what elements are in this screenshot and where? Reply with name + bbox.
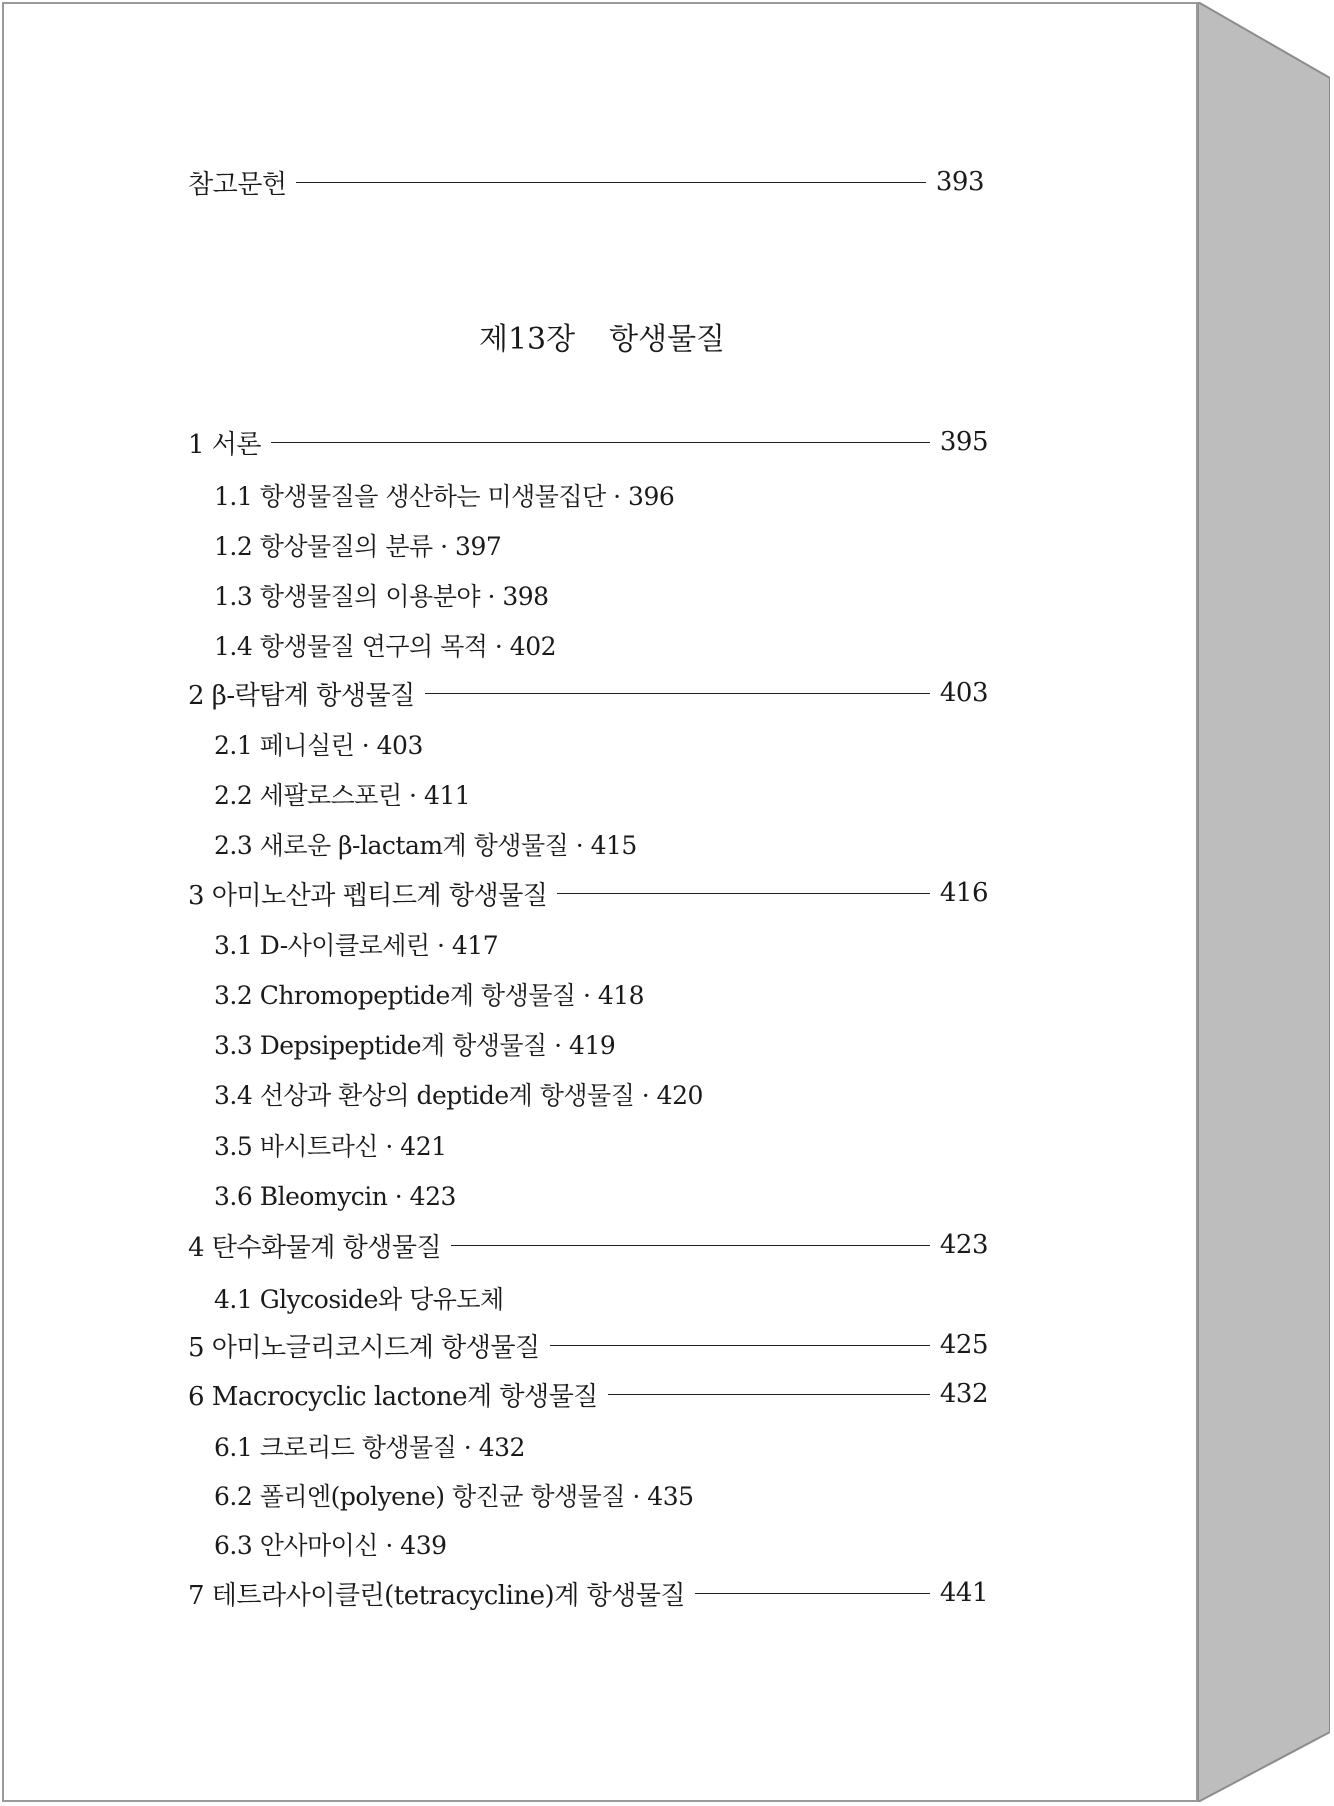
toc-subsection[interactable] (214, 1426, 525, 1466)
toc-page-number: 393 (935, 167, 984, 197)
toc-page-number: 395 (939, 427, 988, 457)
toc-subsection[interactable] (214, 475, 674, 515)
toc-section[interactable] (188, 1225, 988, 1265)
toc-entry-label: 2.1 페니실린 · 403 (214, 731, 423, 760)
toc-subsection[interactable] (214, 525, 501, 565)
toc-entry-label: 3.3 Depsipeptide계 항생물질 · 419 (214, 1031, 616, 1060)
toc-entry-label: 6.1 크로리드 항생물질 · 432 (214, 1433, 525, 1462)
toc-section[interactable] (188, 422, 988, 462)
toc-subsection[interactable] (214, 1176, 456, 1216)
toc-subsection[interactable] (214, 1475, 694, 1515)
chapter-number: 제13장 (478, 322, 576, 357)
toc-entry-label: 5 아미노글리코시드계 항생물질 (188, 1332, 540, 1363)
toc-subsection[interactable] (214, 924, 498, 964)
book-spine-edge (1198, 2, 1330, 1802)
leader-rule (271, 442, 930, 443)
toc-entry-label: 6.3 안사마이신 · 439 (214, 1531, 447, 1560)
toc-section[interactable] (188, 1573, 988, 1613)
toc-entry-label: 3.4 선상과 환상의 deptide계 항생물질 · 420 (214, 1081, 703, 1110)
toc-entry-label: 참고문헌 (188, 169, 287, 200)
toc-entry-label: 1.4 항생물질 연구의 목적 · 402 (214, 632, 557, 661)
toc-subsection[interactable] (214, 575, 549, 615)
toc-subsection[interactable] (214, 1278, 504, 1318)
toc-page-number: 423 (939, 1230, 988, 1260)
leader-rule (451, 1245, 930, 1246)
toc-page-number: 425 (939, 1330, 988, 1360)
toc-entry-label: 1.3 항생물질의 이용분야 · 398 (214, 582, 549, 611)
toc-section[interactable] (188, 1374, 988, 1414)
toc-page-number: 403 (939, 678, 988, 708)
toc-subsection[interactable] (214, 774, 470, 814)
toc-entry-label: 6.2 폴리엔(polyene) 항진균 항생물질 · 435 (214, 1482, 694, 1511)
toc-entry-label: 7 테트라사이클린(tetracycline)계 항생물질 (188, 1580, 686, 1611)
toc-subsection[interactable] (214, 1024, 615, 1064)
leader-rule (550, 1345, 930, 1346)
chapter-name: 항생물질 (609, 322, 726, 357)
toc-page-number: 416 (939, 878, 988, 908)
toc-subsection[interactable] (214, 625, 556, 665)
toc-subsection[interactable] (214, 724, 423, 764)
toc-entry-label: 2 β-락탐계 항생물질 (188, 680, 415, 711)
leader-rule (557, 893, 930, 894)
toc-subsection[interactable] (214, 1074, 703, 1114)
toc-entry-label: 6 Macrocyclic lactone계 항생물질 (188, 1381, 598, 1412)
toc-page-number: 432 (939, 1379, 988, 1409)
toc-subsection[interactable] (214, 974, 644, 1014)
book-edge-shape (1198, 2, 1330, 1802)
toc-subsection[interactable] (214, 1125, 447, 1165)
toc-entry-label: 1.2 항상물질의 분류 · 397 (214, 532, 502, 561)
book-page (2, 2, 1198, 1802)
leader-rule (695, 1593, 930, 1594)
leader-rule (425, 693, 930, 694)
toc-entry-label: 3.1 D-사이클로세린 · 417 (214, 931, 499, 960)
toc-entry-label: 1 서론 (188, 429, 262, 460)
toc-page-number: 441 (939, 1578, 988, 1608)
toc-subsection[interactable] (214, 1524, 447, 1564)
toc-entry-label: 3.6 Bleomycin · 423 (214, 1181, 456, 1211)
toc-subsection[interactable] (214, 824, 637, 864)
toc-entry-label: 2.3 새로운 β-lactam계 항생물질 · 415 (214, 831, 637, 860)
toc-section[interactable] (188, 673, 988, 713)
chapter-title (4, 314, 1200, 358)
toc-entry-references[interactable] (188, 162, 984, 202)
toc-section[interactable] (188, 1325, 988, 1365)
toc-entry-label: 2.2 세팔로스포린 · 411 (214, 781, 471, 810)
leader-rule (608, 1394, 930, 1395)
leader-rule (296, 182, 925, 183)
toc-entry-label: 3.2 Chromopeptide계 항생물질 · 418 (214, 981, 645, 1010)
toc-entry-label: 3 아미노산과 펩티드계 항생물질 (188, 880, 548, 911)
toc-entry-label: 4.1 Glycoside와 당유도체 (214, 1285, 504, 1314)
toc-entry-label: 1.1 항생물질을 생산하는 미생물집단 · 396 (214, 482, 675, 511)
toc-section[interactable] (188, 873, 988, 913)
toc-entry-label: 3.5 바시트라신 · 421 (214, 1132, 447, 1161)
toc-entry-label: 4 탄수화물계 항생물질 (188, 1232, 442, 1263)
